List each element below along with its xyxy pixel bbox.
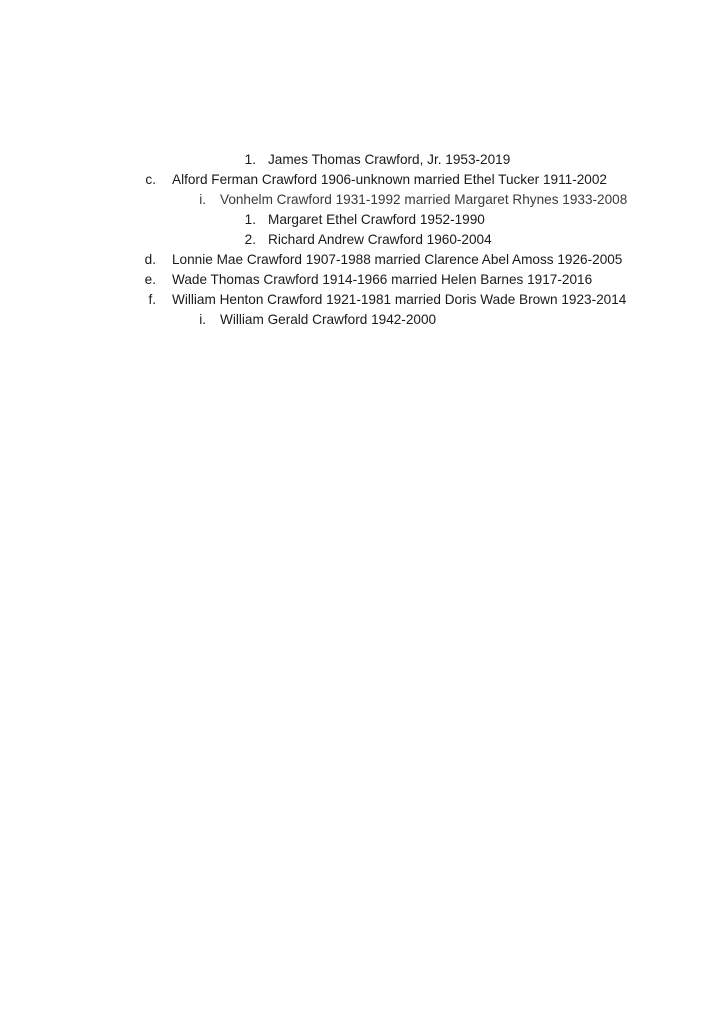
list-item-text: Wade Thomas Crawford 1914-1966 married Helen Barnes 1917-2016 <box>172 272 593 287</box>
list-item <box>0 190 724 210</box>
list-item <box>0 230 724 250</box>
list-marker: c. <box>145 172 156 187</box>
list-item <box>0 250 724 270</box>
list-item-text: William Gerald Crawford 1942-2000 <box>220 312 437 327</box>
list-marker: 1. <box>244 212 256 227</box>
list-marker: e. <box>144 272 156 287</box>
list-item <box>0 210 724 230</box>
list-marker: d. <box>144 252 156 267</box>
list-item-text: William Henton Crawford 1921-1981 married Doris Wade Brown 1923-2014 <box>172 292 627 307</box>
list-item <box>0 270 724 290</box>
list-marker: i. <box>199 312 206 327</box>
list-item <box>0 150 724 170</box>
list-item-text: Lonnie Mae Crawford 1907-1988 married Clarence Abel Amoss 1926-2005 <box>172 252 623 267</box>
list-item-text: Margaret Ethel Crawford 1952-1990 <box>268 212 485 227</box>
list-item <box>0 170 724 190</box>
list-marker: 2. <box>244 232 256 247</box>
list-item-text: Richard Andrew Crawford 1960-2004 <box>268 232 492 247</box>
list-marker: i. <box>199 192 206 207</box>
list-item-text: Alford Ferman Crawford 1906-unknown married Ethel Tucker 1911-2002 <box>172 172 607 187</box>
family-outline-list <box>0 150 724 330</box>
list-item-text: Vonhelm Crawford 1931-1992 married Margaret Rhynes 1933-2008 <box>220 192 628 207</box>
list-marker: 1. <box>244 152 256 167</box>
list-marker: f. <box>148 292 156 307</box>
list-item <box>0 290 724 310</box>
list-item <box>0 310 724 330</box>
list-item-text: James Thomas Crawford, Jr. 1953-2019 <box>268 152 511 167</box>
